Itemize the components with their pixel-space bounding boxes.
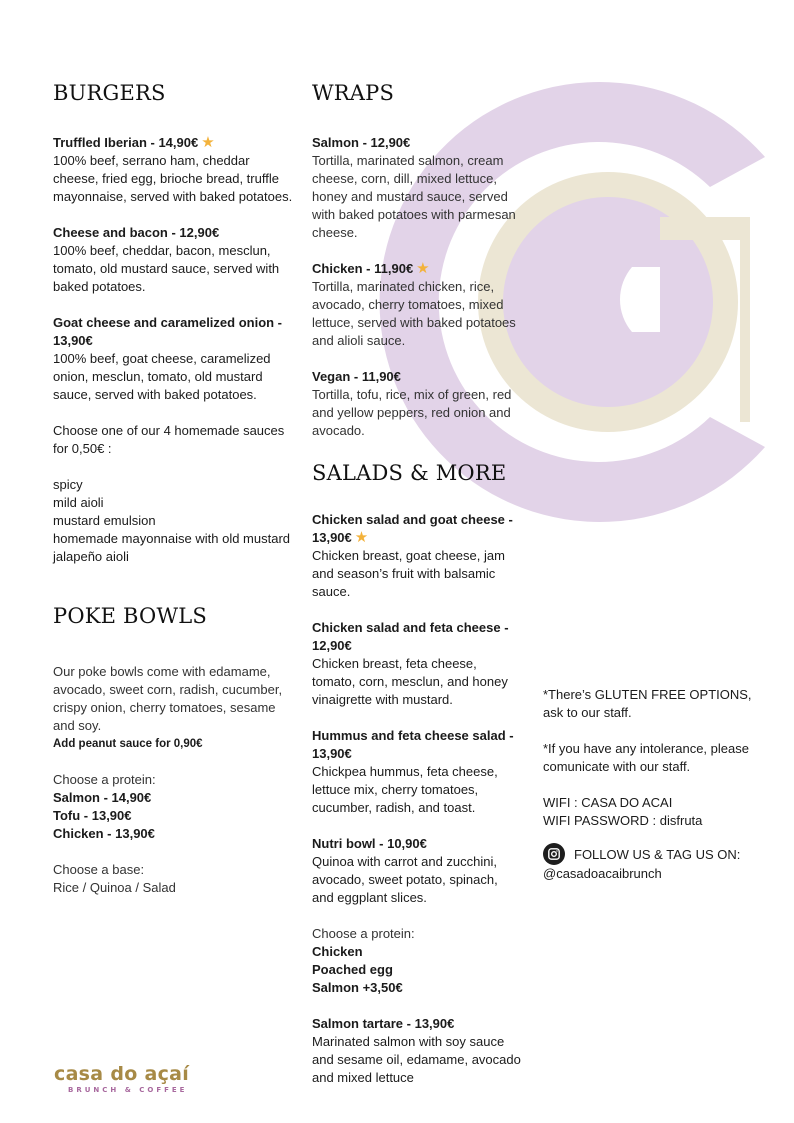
menu-item	[312, 260, 522, 350]
item-description: Chicken breast, goat cheese, jam and season’s fruit with balsamic sauce.	[312, 548, 505, 599]
brand-tagline: BRUNCH & COFFEE	[68, 1086, 188, 1094]
list-item: Chicken - 13,90€	[53, 826, 155, 841]
star-icon: ★	[416, 260, 430, 277]
protein-label: Choose a protein:	[53, 772, 156, 787]
item-description: Quinoa with carrot and zucchini, avocado, sweet potato, spinach, and eggplant slices.	[312, 854, 498, 905]
item-description: Tortilla, tofu, rice, mix of green, red and yellow peppers, red onion and avocado.	[312, 387, 512, 438]
menu-item	[53, 134, 293, 206]
wraps-heading: WRAPS	[312, 81, 395, 105]
menu-item	[53, 224, 293, 296]
menu-item	[312, 619, 522, 709]
item-description: Marinated salmon with soy sauce and sesame oil, edamame, avocado and mixed lettuce	[312, 1034, 521, 1085]
item-title: Goat cheese and caramelized onion - 13,90€	[53, 315, 283, 348]
menu-item	[312, 727, 522, 817]
peanut-sauce-note: Add peanut sauce for 0,90€	[53, 738, 203, 750]
item-description: 100% beef, serrano ham, cheddar cheese, fried egg, brioche bread, truffle mayonnaise, served with baked potatoes.	[53, 153, 293, 204]
item-title: Chicken salad and goat cheese - 13,90€	[312, 512, 513, 545]
menu-item	[312, 1015, 522, 1087]
protein-label: Choose a protein:	[312, 926, 415, 941]
burgers-heading: BURGERS	[53, 81, 166, 105]
menu-item	[53, 314, 293, 404]
item-title: Chicken - 11,90€	[312, 261, 414, 276]
item-title: Truffled Iberian - 14,90€	[53, 135, 199, 150]
list-item: mild aioli	[53, 495, 104, 510]
item-description: Tortilla, marinated chicken, rice, avocado, cherry tomatoes, mixed lettuce, served with baked potatoes and alioli sauce.	[312, 279, 516, 348]
gluten-free-note: *There’s GLUTEN FREE OPTIONS, ask to our staff.	[543, 687, 752, 720]
list-item: spicy	[53, 477, 83, 492]
star-icon: ★	[354, 529, 369, 546]
item-title: Cheese and bacon - 12,90€	[53, 225, 220, 240]
list-item: Salmon - 14,90€	[53, 790, 152, 805]
list-item: jalapeño aioli	[53, 549, 129, 564]
list-item: mustard emulsion	[53, 513, 156, 528]
item-description: 100% beef, goat cheese, caramelized onion, mesclun, tomato, old mustard sauce, served with baked potatoes.	[53, 351, 271, 402]
item-title: Hummus and feta cheese salad - 13,90€	[312, 728, 514, 761]
sauce-list	[53, 476, 293, 566]
left-column	[53, 80, 293, 897]
info-column	[543, 686, 763, 883]
brand-name: casa do açaí	[54, 1063, 190, 1085]
menu-item	[312, 511, 522, 601]
poke-bowls-heading: POKE BOWLS	[53, 604, 207, 628]
instagram-icon[interactable]	[543, 843, 565, 865]
menu-item	[312, 368, 522, 440]
menu-item	[312, 134, 522, 242]
sauces-intro: Choose one of our 4 homemade sauces for 0,50€ :	[53, 423, 285, 456]
brand-logo	[54, 1063, 189, 1094]
salads-heading: SALADS & MORE	[312, 461, 507, 485]
base-options: Rice / Quinoa / Salad	[53, 880, 176, 895]
item-title: Salmon tartare - 13,90€	[312, 1016, 455, 1031]
item-description: Chickpea hummus, feta cheese, lettuce mix, cherry tomatoes, cucumber, radish, and toast.	[312, 764, 498, 815]
menu-item	[312, 835, 522, 907]
list-item: Poached egg	[312, 962, 393, 977]
list-item: Tofu - 13,90€	[53, 808, 132, 823]
item-title: Vegan - 11,90€	[312, 369, 401, 384]
item-description: Tortilla, marinated salmon, cream cheese, corn, dill, mixed lettuce, honey and mustard sauce, served with baked potatoes with parmesan cheese.	[312, 153, 516, 240]
star-icon: ★	[201, 134, 215, 151]
wifi-name: WIFI : CASA DO ACAI	[543, 795, 673, 810]
social-row	[543, 846, 763, 865]
wifi-password: WIFI PASSWORD : disfruta	[543, 813, 703, 828]
middle-column	[312, 80, 522, 1105]
item-title: Nutri bowl - 10,90€	[312, 836, 427, 851]
list-item: homemade mayonnaise with old mustard	[53, 531, 291, 546]
item-title: Chicken salad and feta cheese - 12,90€	[312, 620, 509, 653]
item-title: Salmon - 12,90€	[312, 135, 411, 150]
follow-label: FOLLOW US & TAG US ON:	[574, 847, 741, 862]
instagram-handle[interactable]: @casadoacaibrunch	[543, 866, 662, 881]
intolerance-note: *If you have any intolerance, please comunicate with our staff.	[543, 741, 749, 774]
poke-intro: Our poke bowls come with edamame, avocado, sweet corn, radish, cucumber, crispy onion, cherry tomatoes, sesame and soy.	[53, 664, 283, 733]
list-item: Salmon +3,50€	[312, 980, 403, 995]
item-description: 100% beef, cheddar, bacon, mesclun, tomato, old mustard sauce, served with baked potatoes.	[53, 243, 280, 294]
base-label: Choose a base:	[53, 862, 145, 877]
item-description: Chicken breast, feta cheese, tomato, corn, mesclun, and honey vinaigrette with mustard.	[312, 656, 508, 707]
list-item: Chicken	[312, 944, 363, 959]
